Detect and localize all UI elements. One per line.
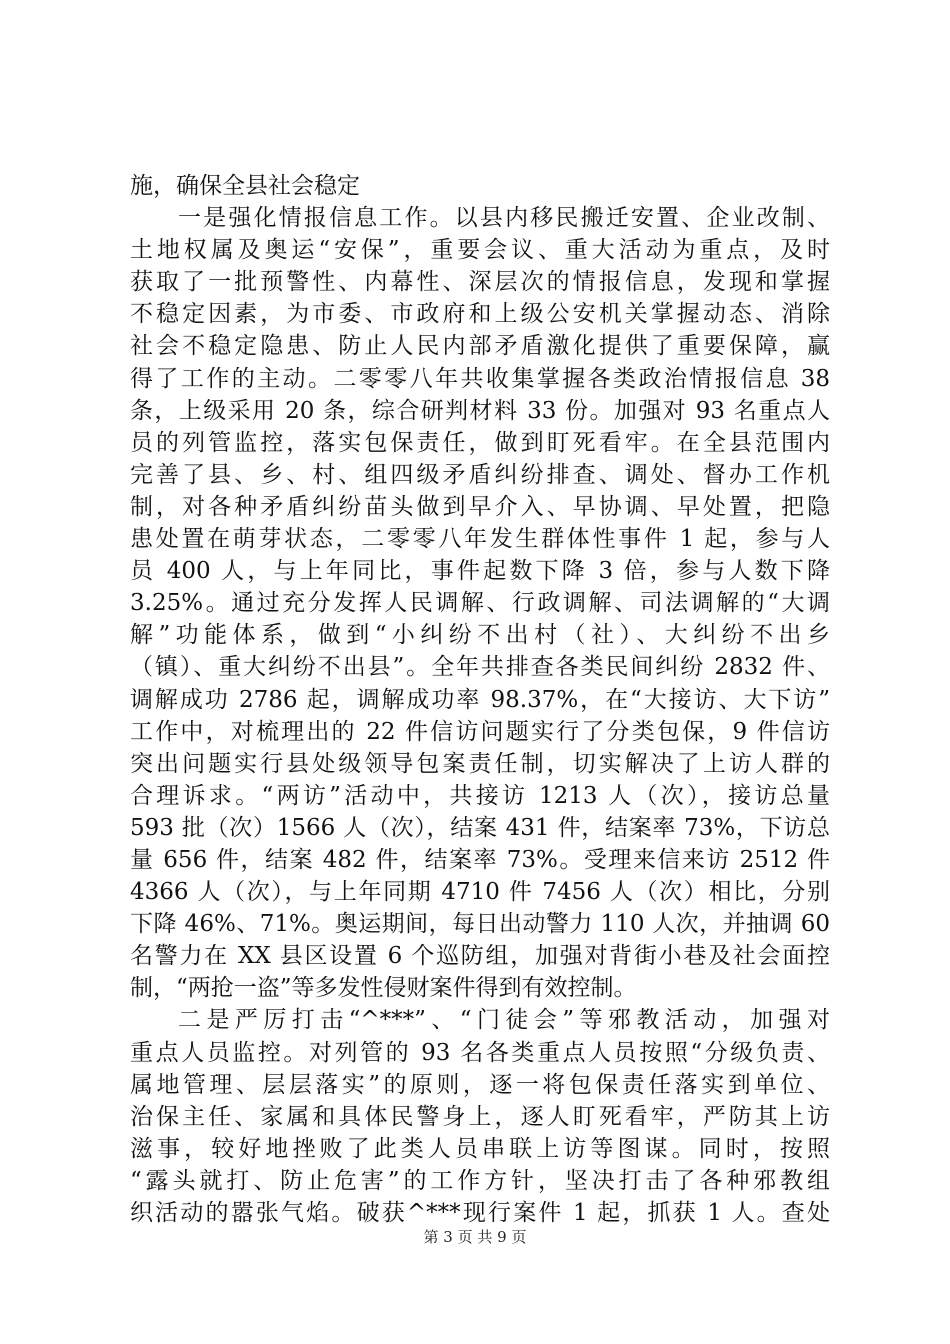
- text-line: 合理诉求。“两访”活动中，共接访 1213 人（次），接访总量: [130, 782, 830, 809]
- text-line: 施，确保全县社会稳定: [130, 173, 360, 199]
- text-line: “露头就打、防止危害”的工作方针，坚决打击了各种邪教组: [130, 1167, 830, 1194]
- text-line: 土地权属及奥运“安保”，重要会议、重大活动为重点，及时: [130, 237, 830, 264]
- text-line: 织活动的嚣张气焰。破获^***现行案件 1 起，抓获 1 人。查处: [130, 1200, 830, 1226]
- text-line: 制，对各种矛盾纠纷苗头做到早介入、早协调、早处置，把隐: [130, 493, 830, 520]
- text-line: 获取了一批预警性、内幕性、深层次的情报信息，发现和掌握: [130, 269, 830, 296]
- text-line: 重点人员监控。对列管的 93 名各类重点人员按照“分级负责、: [130, 1039, 830, 1066]
- text-line: 工作中，对梳理出的 22 件信访问题实行了分类包保，9 件信访: [130, 718, 830, 745]
- text-line: 员 400 人，与上年同比，事件起数下降 3 倍，参与人数下降: [130, 558, 830, 585]
- text-line: 得了工作的主动。二零零八年共收集掌握各类政治情报信息 38: [130, 365, 830, 392]
- text-line: 属地管理、层层落实”的原则，逐一将包保责任落实到单位、: [130, 1071, 830, 1098]
- text-line: 制，“两抢一盗”等多发性侵财案件得到有效控制。: [130, 975, 637, 1002]
- text-line: 下降 46%、71%。奥运期间，每日出动警力 110 人次，并抽调 60: [130, 911, 830, 938]
- text-line: 完善了县、乡、村、组四级矛盾纠纷排查、调处、督办工作机: [130, 461, 830, 488]
- text-line: 解”功能体系，做到“小纠纷不出村（社）、大纠纷不出乡: [130, 622, 830, 649]
- text-line: 社会不稳定隐患、防止人民内部矛盾激化提供了重要保障，赢: [130, 333, 830, 360]
- text-line: 量 656 件，结案 482 件，结案率 73%。受理来信来访 2512 件: [130, 846, 830, 873]
- text-line: 一是强化情报信息工作。以县内移民搬迁安置、企业改制、: [178, 205, 830, 232]
- document-body: [130, 170, 830, 1229]
- text-line: 员的列管监控，落实包保责任，做到盯死看牢。在全县范围内: [130, 429, 830, 456]
- text-line: 4366 人（次），与上年同期 4710 件 7456 人（次）相比，分别: [130, 879, 830, 906]
- text-line: 患处置在萌芽状态，二零零八年发生群体性事件 1 起，参与人: [130, 526, 830, 553]
- text-line: （镇）、重大纠纷不出县”。全年共排查各类民间纠纷 2832 件、: [130, 654, 830, 681]
- text-line: 调解成功 2786 起，调解成功率 98.37%，在“大接访、大下访”: [130, 686, 830, 713]
- text-line: 治保主任、家属和具体民警身上，逐人盯死看牢，严防其上访: [130, 1103, 830, 1130]
- text-line: 不稳定因素，为市委、市政府和上级公安机关掌握动态、消除: [130, 301, 830, 328]
- text-line: 滋事，较好地挫败了此类人员串联上访等图谋。同时，按照: [130, 1135, 830, 1162]
- text-line: 条，上级采用 20 条，综合研判材料 33 份。加强对 93 名重点人: [130, 397, 830, 424]
- page-footer: 第 3 页 共 9 页: [423, 1228, 527, 1246]
- text-line: 二是严厉打击“^***”、“门徒会”等邪教活动，加强对: [178, 1007, 830, 1034]
- text-line: 名警力在 XX 县区设置 6 个巡防组，加强对背街小巷及社会面控: [130, 943, 830, 970]
- text-line: 突出问题实行县处级领导包案责任制，切实解决了上访人群的: [130, 750, 830, 777]
- text-line: 593 批（次）1566 人（次），结案 431 件，结案率 73%，下访总: [130, 814, 830, 841]
- text-line: 3.25%。通过充分发挥人民调解、行政调解、司法调解的“大调: [130, 590, 830, 617]
